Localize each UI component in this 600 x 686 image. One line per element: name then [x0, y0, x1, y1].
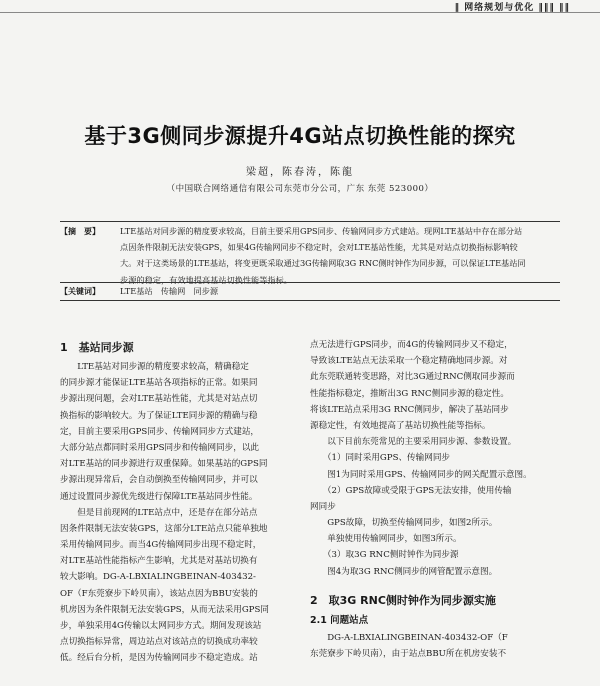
body-line: LTE基站对同步源的精度要求较高，精确稳定 [60, 362, 249, 372]
list-item: （2）GPS故障或受限于GPS无法安排，使用传输 [310, 485, 512, 496]
list-item: （3）取3G RNC侧时钟作为同步源 [310, 550, 459, 561]
abstract-label: 【摘 要】 [60, 227, 100, 236]
body-line: 低。经后台分析，是因为传输网同步不稳定造成。站 [60, 653, 258, 664]
left-column [60, 337, 292, 667]
keywords-text: LTE基站 传输网 同步源 [120, 286, 219, 296]
keywords-block [60, 285, 560, 299]
body-line: 此东莞联通转变思路，对比3G通过RNC侧取同步源而 [310, 372, 515, 383]
abstract-line: LTE基站对同步源的精度要求较高，目前主要采用GPS同步、传输网同步方式建站。现网LTE基站中存在部分站 [120, 226, 523, 236]
body-line: 定，目前主要采用GPS同步、传输网同步方式建站， [60, 426, 260, 437]
abstract-top-rule [60, 221, 560, 222]
keywords-bottom-rule [60, 300, 560, 301]
running-header-section: ‖ 网络规划与优化 ‖‖‖ ‖‖ [454, 3, 570, 13]
body-line: 因条件限制无法安装GPS，这部分LTE站点只能单独地 [60, 523, 268, 534]
body-line: DG-A-LBXIALINGBEINAN-403432-OF（F [310, 632, 508, 643]
list-item: 网同步 [310, 501, 336, 512]
list-item: （1）同时采用GPS、传输网同步 [310, 453, 451, 464]
body-line: OF（F东莞寮步下岭贝南），该站点因为BBU安装的 [60, 588, 258, 599]
body-line: 以下目前东莞常见的主要采用同步源、参数设置。 [310, 437, 517, 448]
list-item: GPS故障，切换至传输网同步，如图2所示。 [310, 518, 498, 529]
list-item: 单独使用传输网同步，如图3所示。 [310, 534, 462, 545]
right-column [310, 337, 542, 662]
list-item: 图1为同时采用GPS、传输网同步的网关配置示意图。 [310, 469, 532, 480]
subsection-heading: 2.1 问题站点 [310, 614, 369, 626]
body-line: 步源出现异常后，会自动倒换至传输网同步，并可以 [60, 475, 258, 486]
paper-title: 基于3G侧同步源提升4G站点切换性能的探究 [84, 124, 516, 148]
abstract-line: 点因条件限制无法安装GPS，如果4G传输网同步不稳定时，会对LTE基站性能，尤其是对站点切换指标影响较 [120, 242, 518, 253]
body-line: 较大影响。DG-A-LBXIALINGBEINAN-403432- [60, 572, 256, 583]
abstract-block [60, 225, 560, 290]
body-line: 步源出现问题，会对LTE基站性能，尤其是对站点切 [60, 394, 258, 405]
body-line: 的同步源才能保证LTE基站各项指标的正常。如果同 [60, 378, 258, 389]
body-line: 采用传输网同步。而当4G传输网同步出现不稳定时， [60, 540, 262, 551]
section-heading: 1 基站同步源 [60, 341, 134, 354]
keywords-rule [60, 282, 560, 283]
list-item: 图4为取3G RNC侧同步的网管配置示意图。 [310, 566, 498, 577]
body-line: 机房因为条件限制无法安装GPS，从而无法采用GPS同 [60, 604, 269, 615]
body-line: 对LTE基站的同步源进行双重保障。如果基站的GPS同 [60, 459, 268, 470]
keywords-label: 【关键词】 [60, 287, 100, 296]
body-line: 换指标的影响较大。为了保证LTE同步源的精确与稳 [60, 410, 258, 421]
body-line: 点切换指标异常，周边站点对该站点的切换成功率较 [60, 637, 258, 648]
body-line: 步，单独采用4G传输以太网同步方式。期间发现该站 [60, 621, 262, 631]
body-line: 对LTE基站性能指标产生影响，尤其是对基站切换有 [60, 556, 258, 567]
body-line: 将该LTE站点采用3G RNC侧同步，解决了基站同步 [310, 404, 509, 415]
body-line: 源稳定性，有效地提高了基站切换性能等指标。 [310, 420, 491, 431]
body-line: 大部分站点都同时采用GPS同步和传输网同步，以此 [60, 442, 260, 453]
body-line: 点无法进行GPS同步，而4G的传输网同步又不稳定， [310, 340, 513, 350]
section-heading: 2 取3G RNC侧时钟作为同步源实施 [310, 593, 496, 607]
body-line: 性能指标稳定，推断出3G RNC侧同步源的稳定性。 [310, 388, 509, 399]
body-line: 导致该LTE站点无法采取一个稳定精确地同步源。对 [310, 356, 508, 367]
paper-authors: 梁超，陈春涛，陈龍 [246, 167, 354, 178]
paper-affiliation: （中国联合网络通信有限公司东莞市分公司，广东 东莞 523000） [166, 184, 434, 194]
abstract-line: 步源的稳定，有效地提高基站切换性能等指标。 [120, 274, 292, 285]
body-line: 但是目前现网的LTE站点中，还是存在部分站点 [60, 507, 258, 518]
body-line: 通过设置同步源优先级进行保障LTE基站同步性能。 [60, 491, 258, 502]
abstract-line: 大。对于这类场景的LTE基站，将变更既采取通过3G传输网取3G RNC侧时钟作为同步源，可以保证LTE基站同 [120, 258, 526, 269]
body-line: 东莞寮步下岭贝南），由于站点BBU所在机房安装不 [310, 649, 507, 659]
